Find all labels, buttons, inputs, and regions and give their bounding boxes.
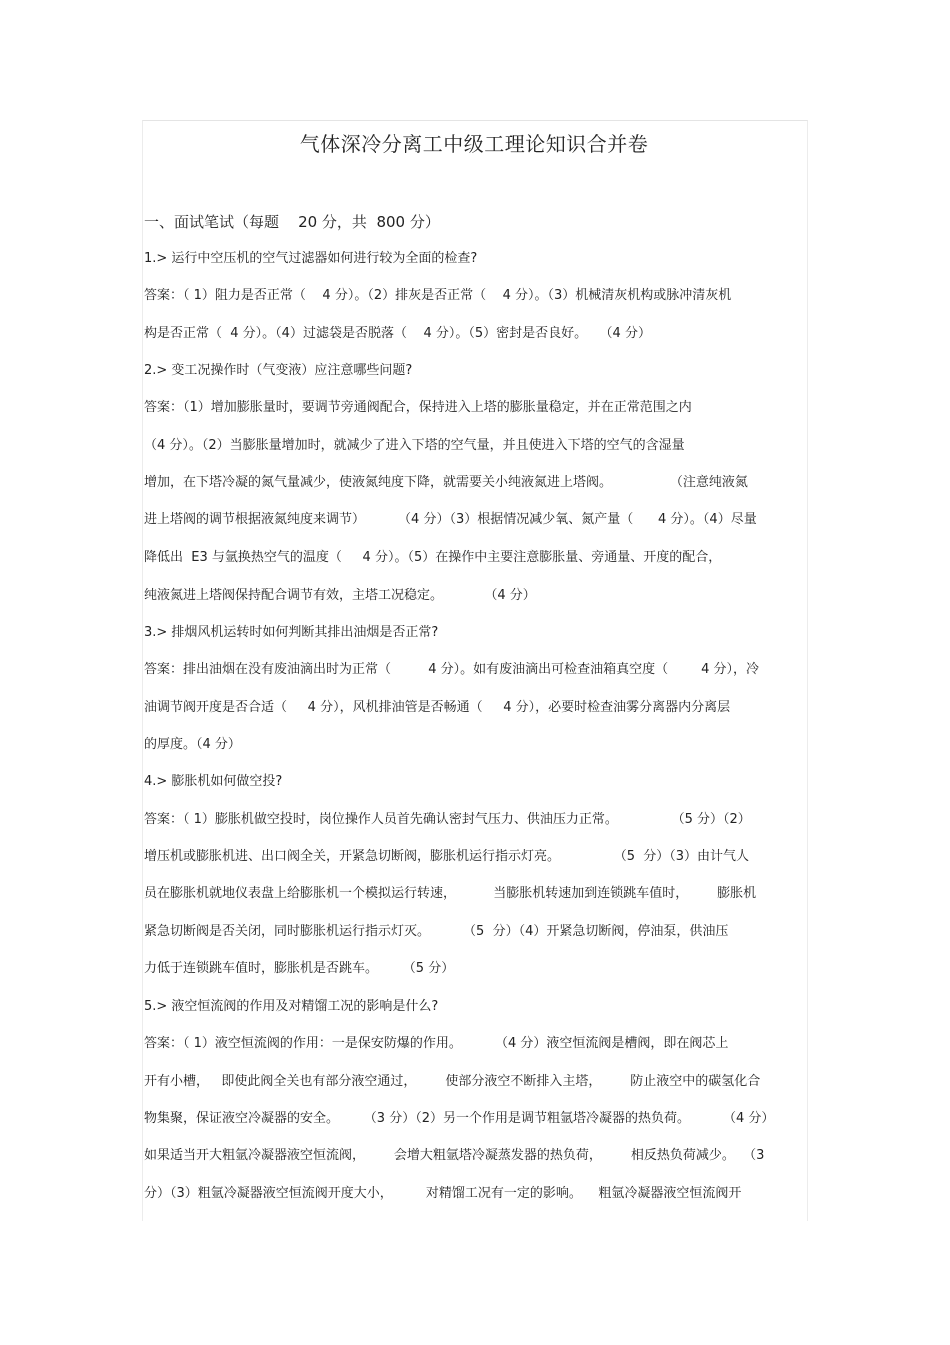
answer-line: 员在膨胀机就地仪表盘上给膨胀机一个模拟运行转速， 当膨胀机转速加到连锁跳车值时， 膨胀机 [144, 886, 757, 901]
answer-line: 进上塔阀的调节根据液氮纯度来调节） （4 分）（3）根据情况减少氧、氮产量（ 4 分）。（4）尽量 [144, 512, 757, 527]
answer-line: 构是否正常（ 4 分）。（4）过滤袋是否脱落（ 4 分）。（5）密封是否良好。 （4 分） [144, 326, 651, 341]
answer-line: 答案：（ 1）液空恒流阀的作用：一是保安防爆的作用。 （4 分）液空恒流阀是槽阀，即在阀芯上 [144, 1036, 729, 1051]
answer-line: 如果适当开大粗氩冷凝器液空恒流阀， 会增大粗氩塔冷凝蒸发器的热负荷， 相反热负荷减少。 （3 [144, 1148, 765, 1163]
answer-line: 物集聚，保证液空冷凝器的安全。 （3 分）（2）另一个作用是调节粗氩塔冷凝器的热负荷。 （4 分） [144, 1111, 775, 1126]
answer-line: 答案：排出油烟在没有废油滴出时为正常（ 4 分）。如有废油滴出可检查油箱真空度（ 4 分），冷 [144, 662, 760, 677]
answer-line: 答案：（ 1）膨胀机做空投时，岗位操作人员首先确认密封气压力、供油压力正常。 （5 分）（2） [144, 812, 751, 827]
answer-line: 增压机或膨胀机进、出口阀全关，开紧急切断阀，膨胀机运行指示灯亮。 （5 分）（3）由计气人 [144, 849, 750, 864]
answer-line: 分）（3）粗氩冷凝器液空恒流阀开度大小， 对精馏工况有一定的影响。 粗氩冷凝器液空恒流阀开 [144, 1186, 742, 1201]
answer-line: 油调节阀开度是否合适（ 4 分），风机排油管是否畅通（ 4 分），必要时检查油雾分离器内分离层 [144, 700, 731, 715]
answer-line: 答案：（1）增加膨胀量时，要调节旁通阀配合，保持进入上塔的膨胀量稳定，并在正常范围之内 [144, 400, 692, 415]
question-line: 3.> 排烟风机运转时如何判断其排出油烟是否正常? [144, 625, 439, 640]
answer-line: 的厚度。（4 分） [144, 737, 241, 752]
answer-line: 开有小槽， 即使此阀全关也有部分液空通过， 使部分液空不断排入主塔， 防止液空中的碳氢化合 [144, 1074, 761, 1089]
question-line: 1.> 运行中空压机的空气过滤器如何进行较为全面的检查? [144, 251, 478, 266]
answer-line: 力低于连锁跳车值时，膨胀机是否跳车。 （5 分） [144, 961, 455, 976]
answer-line: 答案：（ 1）阻力是否正常（ 4 分）。（2）排灰是否正常（ 4 分）。（3）机械清灰机构或脉冲清灰机 [144, 288, 732, 303]
answer-line: 紧急切断阀是否关闭，同时膨胀机运行指示灯灭。 （5 分）（4）开紧急切断阀，停油泵，供油压 [144, 924, 729, 939]
answer-line: 增加，在下塔冷凝的氮气量减少，使液氮纯度下降，就需要关小纯液氮进上塔阀。 （注意纯液氮 [144, 475, 748, 490]
question-line: 2.> 变工况操作时（气变液）应注意哪些问题? [144, 363, 413, 378]
question-line: 5.> 液空恒流阀的作用及对精馏工况的影响是什么? [144, 999, 439, 1014]
answer-line: （4 分）。（2）当膨胀量增加时，就减少了进入下塔的空气量，并且使进入下塔的空气的含湿量 [144, 438, 685, 453]
document-title: 气体深冷分离工中级工理论知识合并卷 [299, 132, 649, 156]
question-line: 4.> 膨胀机如何做空投? [144, 774, 283, 789]
answer-line: 降低出 E3 与氩换热空气的温度（ 4 分）。（5）在操作中主要注意膨胀量、旁通量、开度的配合， [144, 550, 722, 565]
answer-line: 纯液氮进上塔阀保持配合调节有效，主塔工况稳定。 （4 分） [144, 588, 536, 603]
section-heading: 一、面试笔试（每题 20 分，共 800 分） [144, 213, 440, 231]
